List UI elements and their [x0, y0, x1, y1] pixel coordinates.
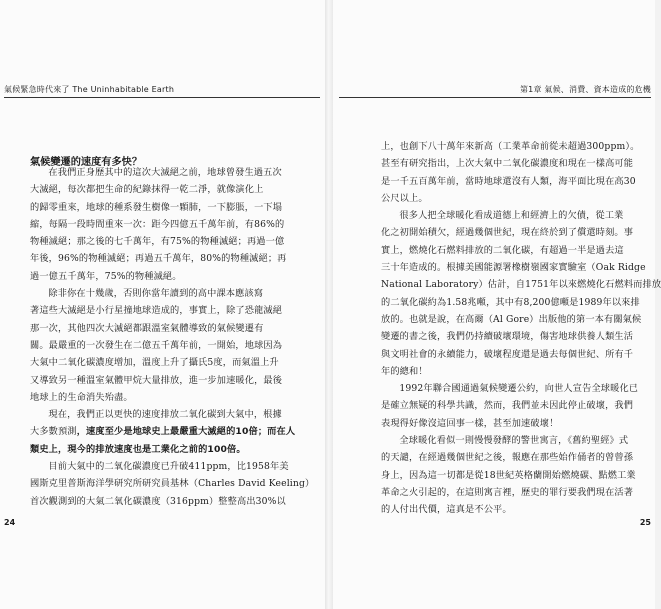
- text-line: 首次觀測到的大氣二氧化碳濃度（316ppm）整整高出30%以: [30, 495, 286, 507]
- text-line: 是一千五百萬年前，當時地球還沒有人類，海平面比現在高30: [381, 175, 636, 187]
- text-line: 那一次，其他四次大滅絕都跟溫室氣體導致的氣候變遷有: [30, 322, 264, 334]
- text-line: 國斯克里普斯海洋學研究所研究員基林（Charles David Keeling）: [30, 478, 315, 490]
- text-line: 的二氧化碳約為1.58兆噸，其中有8,200億噸是1989年以來排: [381, 296, 640, 308]
- right-body-text: [381, 138, 661, 519]
- text-line: 大滅絕，每次都把生命的紀錄抹得一乾二淨，就像演化上: [30, 184, 264, 196]
- text-line: [30, 423, 296, 440]
- text-line: 1992年聯合國通過氣候變遷公約，向世人宣告全球暖化已: [399, 383, 639, 395]
- text-line: 很多人把全球暖化看成道德上和經濟上的欠債，從工業: [399, 210, 624, 222]
- text-line: 表現得好像沒這回事一樣，甚至加速破壞！: [381, 417, 559, 429]
- text-line: 的歸零重來，地球的種系發生樹像一顆肺，一下膨脹，一下塌: [30, 201, 283, 213]
- left-body-text: [30, 164, 315, 510]
- book-gutter: [325, 0, 333, 609]
- left-running-head: 氣候緊急時代來了 The Uninhabitable Earth: [4, 85, 175, 94]
- left-page-number: 24: [4, 518, 16, 527]
- text-line: 化之初開始積欠，經過幾個世紀，現在終於到了償還時刻。事: [381, 227, 634, 239]
- bold-text-segment: ，速度至少是地球史上最嚴重大滅絕的10倍；而在人: [76, 426, 296, 438]
- text-line: 與文明社會的永續能力，破壞程度還是過去每個世紀、所有千: [381, 348, 634, 360]
- text-line: 物種滅絕；那之後的七千萬年，有75%的物種滅絕；再過一億: [30, 236, 285, 248]
- text-line: 是確立無疑的科學共識，然而，我們並未因此停止破壞，我們: [381, 400, 634, 412]
- right-running-head: 第1章 氣候、消費、資本造成的危機: [519, 85, 651, 94]
- text-line: 目前大氣中的二氧化碳濃度已升破411ppm，比1958年美: [48, 461, 289, 473]
- text-line: 縮，每隔一段時間重來一次：距今四億五千萬年前，有86%的: [30, 218, 285, 230]
- text-line: 上，也創下八十萬年來新高（工業革命前從未超過300ppm）。: [381, 141, 640, 152]
- text-line: 實上，燃燒化石燃料排放的二氧化碳，有超過一半是過去這: [381, 244, 624, 256]
- text-line: National Laboratory）估計，自1751年以來燃燒化石燃料而排放: [381, 279, 661, 291]
- right-page-number: 25: [639, 518, 651, 527]
- text-line: 三十年造成的。根據美國能源署橡樹嶺國家實驗室（Oak Ridge: [381, 262, 646, 274]
- text-line: 現在，我們正以更快的速度排放二氧化碳到大氣中，根據: [48, 409, 282, 421]
- right-page: [333, 0, 661, 609]
- text-line: 又導致另一種溫室氣體甲烷大量排放，進一步加速暖化，最後: [30, 374, 283, 386]
- text-line: 的人付出代價，這真是不公平。: [381, 504, 512, 516]
- text-line: 類史上，現今的排放速度也是工業化之前的100倍。: [30, 443, 246, 455]
- text-line: 甚至有研究指出，上次大氣中二氧化碳濃度和現在一樣高可能: [381, 158, 634, 170]
- text-line: 年的總和！: [381, 365, 428, 377]
- text-segment: 大多數預測: [30, 426, 77, 438]
- left-page: [0, 0, 326, 609]
- text-line: 放的。也就是說，在高爾（Al Gore）出版他的第一本有關氣候: [381, 313, 642, 325]
- text-line: 變遷的書之後，我們仍持續破壞環境，傷害地球供養人類生活: [381, 331, 634, 343]
- text-line: 過一億五千萬年，75%的物種滅絕。: [30, 270, 182, 282]
- text-line: 革命之火引起的，在這則寓言裡，歷史的罪行要我們現在活著: [381, 486, 634, 498]
- section-title: 氣候變遷的速度有多快？: [30, 157, 143, 168]
- right-header-rule: [339, 97, 651, 98]
- text-line: 身上，因為這一切都是從18世紀英格蘭開始燃燒碳、點燃工業: [381, 469, 636, 481]
- text-line: 除非你在十幾歲，否則你當年讀到的高中課本應該寫: [48, 288, 264, 300]
- text-line: 大氣中二氧化碳濃度增加，溫度上升了攝氏5度，而氣溫上升: [30, 357, 279, 369]
- text-line: 在我們正身歷其中的這次大滅絕之前，地球曾發生過五次: [48, 167, 282, 178]
- left-header-rule: [4, 97, 320, 98]
- text-line: 關。最嚴重的一次發生在二億五千萬年前，一開始，地球因為: [30, 339, 283, 351]
- text-line: 地球上的生命消失殆盡。: [30, 391, 133, 403]
- text-line: 的天譴，在經過幾個世紀之後，報應在那些始作俑者的曾曾孫: [381, 452, 634, 464]
- text-line: 著這些大滅絕是小行星撞地球造成的，事實上，除了恐龍滅絕: [30, 305, 283, 317]
- text-line: 公尺以上。: [381, 192, 428, 204]
- text-line: 全球暖化看似一則慢慢發酵的警世寓言，《舊約聖經》式: [399, 435, 629, 447]
- text-line: 年後，96%的物種滅絕；再過五千萬年，80%的物種滅絕；再: [30, 253, 287, 265]
